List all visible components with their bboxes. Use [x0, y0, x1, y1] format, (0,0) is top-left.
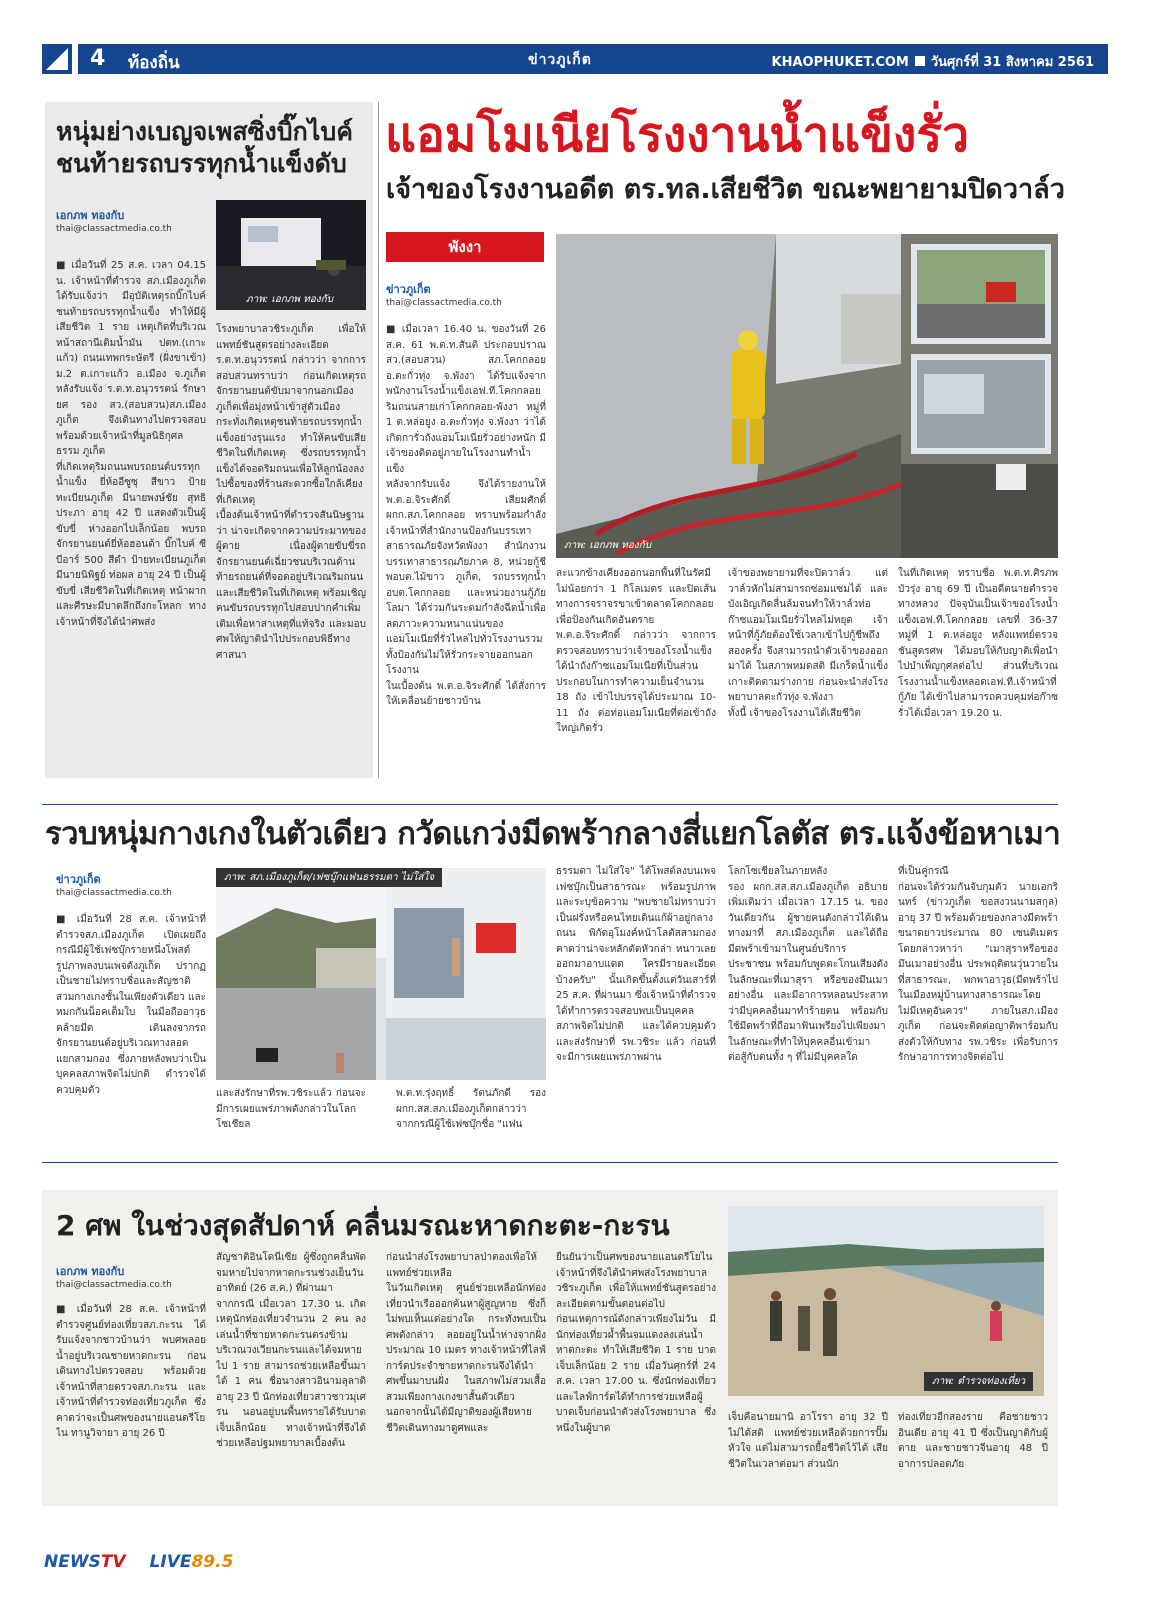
footer-brands [44, 1552, 233, 1572]
story1-byline: เอกภพ ทองกับ [56, 209, 125, 222]
story3-email: thai@classactmedia.co.th [56, 888, 172, 898]
header-bar [78, 44, 1108, 74]
section-rule-2 [42, 1162, 1058, 1163]
story4-headline: 2 ศพ ในช่วงสุดสัปดาห์ คลื่นมรณะหาดกะตะ-กะรน [56, 1209, 670, 1242]
issue-date: วันศุกร์ที่ 31 สิงหาคม 2561 [930, 55, 1094, 70]
story3-photo-credit: ภาพ: สภ.เมืองภูเก็ต/เฟซบุ๊กแฟนธรรมดา ไม่ใส่ใจ [216, 868, 442, 887]
story4-byline: เอกภพ ทองกับ [56, 1265, 125, 1278]
story1-column-2: โรงพยาบาลวชิระภูเก็ต เพื่อให้แพทย์ชันสูตรอย่างละเอียด ร.ต.ท.อนุวรรตน์ กล่าวว่า จากการสอบสวนทราบว่า ก่อนเกิดเหตุรถจักรยานยนต์ขับมาจากนอกเมืองภูเก็ตเพื่อมุ่งหน้าเข้าสู่ตัวเมือง กระทั่งเกิดเหตุชนท้ายรถบรรทุกน้ำแข็งอย่างรุนแรง ทำให้คนขับเสียชีวิตในที่เกิดเหตุ ซึ่งรถบรรทุกน้ำแข็งได้จอดริมถนนเพื่อให้ลูกน้องลงไปซื้อของที่ร้านสะดวกซื้อใกล้เคียงที่เกิดเหตุ เบื้องต้นเจ้าหน้าที่ตำรวจสันนิษฐานว่า น่าจะเกิดจากความประมาทของผู้ตาย เนื่องผู้ตายขับขี่รถจักรยานยนต์เฉี่ยวชนบริเวณด้านท้ายรถยนต์ที่จอดอยู่บริเวณริมถนน และเสียชีวิตในที่เกิดเหตุ พร้อมเชิญคนขับรถบรรทุกไปสอบปากคำเพิ่มเติมเพื่อหาสาเหตุที่แท้จริง และมอบศพให้ญาตินำไปประกอบพิธีทางศาสนา [216, 324, 366, 661]
footer-brand-freq: 89.5 [191, 1552, 234, 1572]
story2-column-3: เจ้าของพยายามที่จะปิดวาล์ว แต่วาล์วหักไม่สามารถซ่อมแซมได้ และบังเอิญเกิดลื่นล้มจนทำให้วาล์วท่อก๊าซแอมโมเนียรั่วไหลไม่หยุด เจ้าหน้าที่กู้ภัยต้องใช้เวลาเข้าไปกู้ชีพถึงสองครั้ง จึงสามารถนำตัวเจ้าของออกมาได้ ในสภาพหมดสติ มีเกร็ดน้ำแข็งเกาะติดตามร่างกาย ก่อนจะนำส่งโรงพยาบาลตะกั่วทุ่ง จ.พังงา ทั้งนี้ เจ้าของโรงงานได้เสียชีวิต [728, 568, 888, 719]
story4-column-3: ก่อนนำส่งโรงพยาบาลป่าตองเพื่อให้แพทย์ช่วยเหลือ ในวันเกิดเหตุ ศูนย์ช่วยเหลือนักท่องเที่ยวนำเรือออกค้นหาผู้สูญหาย ซึ่งก็ไม่พบเห็นแต่อย่างใด กระทั่งพบเป็นศพดังกล่าว ลอยอยู่ในน้ำห่างจากฝั่งประมาณ 10 เมตร ทางเจ้าหน้าที่ไลฟ์การ์ดประจำชายหาดกะรนจึงได้นำศพขึ้นมาบนฝั่ง ในสภาพไม่สวมเสื้อสวมเพียงกางเกงขาสั้นตัวเดียว นอกจากนั้นได้มีญาติของผู้เสียหายชีวิตเดินทางมาดูศพและ [386, 1252, 546, 1434]
story1-headline-line2: ชนท้ายรถบรรทุกน้ำแข็งดับ [56, 149, 347, 178]
story4-column-2: สัญชาติอินโดนีเซีย ผู้ซึ่งถูกคลื่นพัดจมหายไปจากหาดกะรนช่วงเย็นวันอาทิตย์ (26 ส.ค.) ที่ผ่านมา จากกรณี เมื่อเวลา 17.30 น. เกิดเหตุนักท่องเที่ยวจำนวน 2 คน ลงเล่นน้ำที่ชายหาดกะรนตรงข้ามบริเวณวงเวียนกะรนและได้จมหายไป 1 ราย สามารถช่วยเหลือขึ้นมาได้ 1 คน ชื่อนางสาวอินามลุลาติ อายุ 23 ปี นักท่องเที่ยวสาวชาวมุเศรน นอนอยู่บนพื้นทรายได้รับบาดเจ็บเล็กน้อย ทางเจ้าหน้าที่จึงได้ช่วยเหลือปฐมพยาบาลเบื้องต้น [216, 1252, 366, 1449]
story4-email: thai@classactmedia.co.th [56, 1280, 172, 1290]
story3-column-2: และส่งรักษาที่รพ.วชิระแล้ว ก่อนจะมีการเผยแพร่ภาพดังกล่าวในโลกโซเชียล [216, 1088, 366, 1130]
story1-byline-block [56, 206, 172, 234]
story2-byline-block [386, 280, 502, 308]
story1-headline [56, 116, 368, 180]
story3-column-4: ธรรมดา ไม่ใส่ใจ" ได้โพสต์ลงบนเพจเฟซบุ๊กเป็นสาธารณะ พร้อมรูปภาพและระบุข้อความ "พบชายไม่ทราบว่าเป็นฝรั่งหรือคนไทยเดินแก้ผ้าอยู่กลางถนน พิกัดอุโมงค์หน้าโลตัสสามกอง คาดว่าน่าจะหลักตัดหัวกล่า หนาวเลยออกมาอาบแดด ใครมีรายละเอียดบ้างครับ" นั้นเกิดขึ้นตั้งแต่วันเสาร์ที่ 25 ส.ค. ที่ผ่านมา ซึ่งเจ้าหน้าที่ตำรวจได้ทำการตรวจสอบพบเป็นบุคคลสภาพจิตไม่ปกติ และได้ควบคุมตัวและส่งรักษาที่ รพ.วชิระ แล้ว ก่อนที่จะมีการเผยแพร่ภาพผ่าน [556, 866, 716, 1063]
story3-column-1: ■ เมื่อวันที่ 28 ส.ค. เจ้าหน้าที่ตำรวจสภ.เมืองภูเก็ต เปิดเผยถึงกรณีมีผู้ใช้เฟซบุ๊กรายหนึ่งโพสต์รูปภาพลงบนเพจดังภูเก็ต ปรากฏเป็นชายไม่ทราบชื่อและสัญชาติสวมกางเกงชั้นในเพียงตัวเดียว และหมกกันน็อคเต็มใบ ในมือถืออาวุธคล้ายมีด เดินลงจากรถจักรยานยนต์อยู่บริเวณทางลอดแยกสามกอง ซึ่งภายหลังพบว่าเป็นบุคคลสภาพจิตไม่ปกติ ตำรวจได้ควบคุมตัว [56, 914, 206, 1096]
story3-column-6: ที่เป็นคู่กรณี ก่อนจะได้ร่วมกันจับกุมตัว นายเอกรินทร์ (ข่าวภูเก็ต ขอสงวนนามสกุล) อายุ 37 ปี พร้อมด้วยของกลางมีดพร้าขนาดยาวประมาณ 80 เซนติเมตร โดยกล่าวหาว่า "เมาสุราหรือของมึนเมาอย่างอื่น ประพฤติตนวุ่นวายในที่สาธารณะ, พกพาอาวุธ(มีดพร้าไปในเมืองหมู่บ้านทางสาธารณะโดยไม่มีเหตุอันควร" ภายในสภ.เมืองภูเก็ต ก่อนจะติดต่อญาติพาร์อมกับส่งตัวให้กับทาง รพ.วชิระ เพื่อรับการรักษาอาการทางจิตต่อไป [898, 866, 1058, 1063]
story2-column-1: ■ เมื่อเวลา 16.40 น. ของวันที่ 26 ส.ค. 61 พ.ต.ท.สันติ ประกอบปราณ สว.(สอบสวน) สภ.โคกกลอย อ.ตะกั่วทุ่ง จ.พังงา ได้รับแจ้งจากพนักงานโรงน้ำแข็งเอฟ.ที.โคกกลอย ริมถนนสายเก่าโคกกลอย-พังงา หมู่ที่ 1 ต.หล่อยูง อ.ตะกั่วทุ่ง จ.พังงา ว่าได้เกิดการั่วถังแอมโมเนียรั่วอย่างหนัก มีเจ้าของติดอยู่ภายในโรงงานทำน้ำแข็ง หลังจากรับแจ้ง จึงได้รายงานให้พ.ต.อ.จิระศักดิ์ เสียมศักดิ์ ผกก.สภ.โคกกลอย ทราบพร้อมกำลังเจ้าหน้าที่สำนักงานป้องกันบรรเทาสาธารณภัยจังหวัดพังงา สำนักงานบรรเทาสาธารณภัยภาค 8, หน่วยกู้ชีพอบต.ไม้ขาว ภูเก็ต, รถบรรทุกน้ำอบต.โคกกลอย และหน่วยงานกู้ภัยโลมา ได้ร่วมกันระดมกำลังฉีดน้ำเพื่อลดภาวะความหนาแน่นของแอมโมเนียที่รั่วไหลไปทั่วโรงงานรวมทั้งป้องกันไม่ให้รั่วกระจายออกนอกโรงงาน ในเบื้องต้น พ.ต.อ.จิระศักดิ์ ได้สั่งการให้เคลื่อนย้ายชาวบ้าน [386, 324, 546, 707]
separator-square [915, 56, 925, 66]
story3-column-3: พ.ต.ท.รุ่งฤทธิ์ รัตนภักดี รอง ผกก.สส.สภ.เมืองภูเก็ตกล่าวว่า จากกรณีผู้ใช้เฟซบุ๊กชื่อ "แฟน [396, 1088, 546, 1130]
story3-column-5: โลกโซเชียลในภายหลัง รอง ผกก.สส.สภ.เมืองภูเก็ต อธิบายเพิ่มเติมว่า เมื่อเวลา 17.15 น. ของวันเดียวกัน ผู้ชายคนดังกล่าวได้เดินทางมาที่ สภ.เมืองภูเก็ต และได้ถือมีดพร้าเข้ามาในศูนย์บริการประชาชน พร้อมกับพูดตะโกนเสียงดังในลักษณะที่เมาสุรา หรือของมึนเมาอย่างอื่น และมีอาการหลอนประสาทว่ามีบุคคลอื่นมาทำร้ายตน พร้อมกับใช้มีดพร้าที่ถือมาฟันเพรียงไปเพียงมาในลักษณะที่ทำให้บุคคลอื่นเข้ามาต่อสู้กับตนทั้ง ๆ ที่ไม่มีบุคคลใด [728, 866, 888, 1063]
story2-photo-credit: ภาพ: เอกภพ ทองกับ [564, 540, 652, 551]
section-name: ท้องถิ่น [128, 53, 180, 73]
story2-email: thai@classactmedia.co.th [386, 298, 502, 308]
page-header [42, 44, 1108, 78]
story4-column-1: ■ เมื่อวันที่ 28 ส.ค. เจ้าหน้าที่ตำรวจศูนย์ท่องเที่ยวสภ.กะรน ได้รับแจ้งจากชาวบ้านว่า พบศพลอยน้ำอยู่บริเวณชายหาดกะรน ก่อนเดินทางไปตรวจสอบ พร้อมด้วย เจ้าหน้าที่สายตรวจสภ.กะรน และเจ้าหน้าที่ตำรวจท่องเที่ยวภูเก็ต ซึ่งคาดว่าจะเป็นศพของนายแอนดรีโยไน ทานูวิจายา อายุ 26 ปี [56, 1304, 206, 1439]
story4-photo-art [728, 1206, 1044, 1396]
site-and-date [772, 51, 1095, 72]
footer-brand-news: NEWS [44, 1552, 101, 1572]
story2-location-tag: พังงา [386, 232, 544, 262]
story2-photo [556, 234, 1058, 558]
story2-column-2: ละแวกข้างเคียงออกนอกพื้นที่ในรัศมีไม่น้อยกว่า 1 กิโลเมตร และปิดเส้นทางการจราจรขาเข้าตลาดโคกกลอย เพื่อป้องกันเกิดอันตราย พ.ต.อ.จิระศักดิ์ กล่าวว่า จากการตรวจสอบทราบว่าเจ้าของโรงน้ำแข็งได้นำถังก๊าซแอมโมเนียที่เป็นส่วนประกอบในการทำความเย็นจำนวน 18 ถัง เข้าไปบรรจุได้ประมาณ 10-11 ถัง ต่อท่อแอมโมเนียที่ต่อเข้าถังใหญ่เกิดรั่ว [556, 568, 716, 734]
story4-column-4: ยืนยันว่าเป็นศพของนายแอนดรีโยไน เจ้าหน้าที่จึงได้นำศพส่งโรงพยาบาลวชิระภูเก็ต เพื่อให้แพทย์ชันสูตรอย่างละเอียดตามขั้นตอนต่อไป ก่อนเหตุการณ์ดังกล่าวเพียงไม่วัน มีนักท่องเที่ยวผ้ำพื้นจมแดงลงเล่นน้ำหาดกะตะ ทำให้เสียชีวิต 1 ราย บาดเจ็บเล็กน้อย 2 ราย เมื่อวันศุกร์ที่ 24 ส.ค. เวลา 17.00 น. ซึ่งนักท่องเที่ยวและไลฟ์การ์ดได้ทำการช่วยเหลือผู้บาดเจ็บก่อนนำตัวส่งโรงพยาบาล ซึ่งหนึ่งในผู้บาด [556, 1252, 716, 1434]
story4-photo-credit: ภาพ: ตำรวจท่องเที่ยว [924, 1372, 1033, 1391]
footer-brand-tv: TV [100, 1552, 126, 1572]
story3-photo-art [216, 868, 546, 1080]
story1-headline-line1: หนุ่มย่างเบญจเพสซิ่งบิ๊กไบค์ [56, 117, 353, 146]
story2-headline: แอมโมเนียโรงงานน้ำแข็งรั่ว [385, 107, 970, 163]
story1-email: thai@classactmedia.co.th [56, 224, 172, 234]
website: KHAOPHUKET.COM [771, 55, 909, 70]
story3-byline-block [56, 870, 172, 898]
story4-column-5: เจ็บคือนายมานิ อาโรรา อายุ 32 ปี ไม่ได้สติ แพทย์ช่วยเหลือด้วยการปั๊มหัวใจ แต่ไม่สามารถยื้อชีวิตไว้ได้ เสียชีวิตในเวลาต่อมา ส่วนนัก [728, 1412, 888, 1470]
story2-byline: ข่าวภูเก็ต [386, 283, 431, 296]
header-corner-mark [42, 44, 72, 74]
story3-photo [216, 868, 546, 1080]
story2-subheadline: เจ้าของโรงงานอดีต ตร.ทล.เสียชีวิต ขณะพยายามปิดวาล์ว [386, 174, 1065, 205]
story1-column-1: ■ เมื่อวันที่ 25 ส.ค. เวลา 04.15 น. เจ้าหน้าที่ตำรวจ สภ.เมืองภูเก็ต ได้รับแจ้งว่า มีอุบัติเหตุรถบิ๊กไบค์ชนท้ายรถบรรทุกน้ำแข็ง ทำให้มีผู้เสียชีวิต 1 ราย เหตุเกิดที่บริเวณ หน้าสถานีเติมน้ำมัน ปตท.(เกาะแก้ว) ถนนเทพกระษัตรี (ฝั่งขาเข้า) ม.2 ต.เกาะแก้ว อ.เมือง จ.ภูเก็ต หลังรับแจ้ง ร.ต.ท.อนุวรรตน์ รักษายศ รอง สว.(สอบสวน)สภ.เมืองภูเก็ต จึงเดินทางไปตรวจสอบ พร้อมด้วยเจ้าหน้าที่มูลนิธิกุศลธรรม ภูเก็ต ที่เกิดเหตุริมถนนพบรถยนต์บรรทุกน้ำแข็ง ยี่ห้ออีซูซุ สีขาว ป้ายทะเบียนภูเก็ต มีนายพงษ์ชัย สุทธิประภา อายุ 42 ปี แสดงตัวเป็นผู้ขับขี่ ห่างออกไปเล็กน้อย พบรถจักรยานยนต์ยี่ห้อฮอนด้า บิ๊กไบค์ ซีบีอาร์ 500 สีดำ ป้ายทะเบียนภูเก็ต มีนายนิพิฐย์ ท่อผล อายุ 24 ปี เป็นผู้ขับขี่ เสียชีวิตในที่เกิดเหตุ หน้าผากและศีรษะมีบาดลึกถึงกะโหลก ทางเจ้าหน้าที่จึงได้นำศพส่ง [56, 260, 206, 628]
story4-photo [728, 1206, 1044, 1396]
footer-brand-live: LIVE [149, 1552, 192, 1572]
story1-photo-credit: ภาพ: เอกภพ ทองกับ [246, 294, 334, 305]
story3-byline: ข่าวภูเก็ต [56, 873, 101, 886]
section-rule-1 [42, 804, 1058, 805]
story4-column-6: ท่องเที่ยวอีกสองราย คือชายชาวอินเดีย อายุ 41 ปี ซึ่งเป็นญาติกับผู้ตาย และชายชาวจีนอายุ 48 ปี อาการปลอดภัย [898, 1412, 1048, 1470]
story2-column-4: ในที่เกิดเหตุ ทราบชื่อ พ.ต.ท.ศิรภพ บัวรุ่ง อายุ 69 ปี เป็นอดีตนายตำรวจทางหลวง ปัจจุบันเป็นเจ้าของโรงน้ำแข็งเอฟ.ที.โคกกลอย เลขที่ 36-37 หมู่ที่ 1 ต.หล่อยูง หลังแพทย์ตรวจชันสูตรศพ ได้มอบให้กับญาติเพื่อนำไปบำเพ็ญกุศลต่อไป ส่วนที่บริเวณโรงงานน้ำแข็งหลอดเอฟ.ที.เจ้าหน้าที่กู้ภัย ได้เข้าไปสามารถควบคุมท่อก๊าซรั่วได้เมื่อเวลา 19.20 น. [898, 568, 1058, 719]
story4-byline-block [56, 1262, 172, 1290]
story3-headline: รวบหนุ่มกางเกงในตัวเดียว กวัดแกว่งมีดพร้ากลางสี่แยกโลตัส ตร.แจ้งข้อหาเมา [45, 816, 1061, 852]
story1-photo [216, 200, 366, 310]
page-number: 4 [90, 46, 106, 71]
paper-logo: ข่าวภูเก็ต [528, 52, 592, 68]
story2-photo-art [556, 234, 1058, 558]
column-divider [378, 102, 379, 778]
